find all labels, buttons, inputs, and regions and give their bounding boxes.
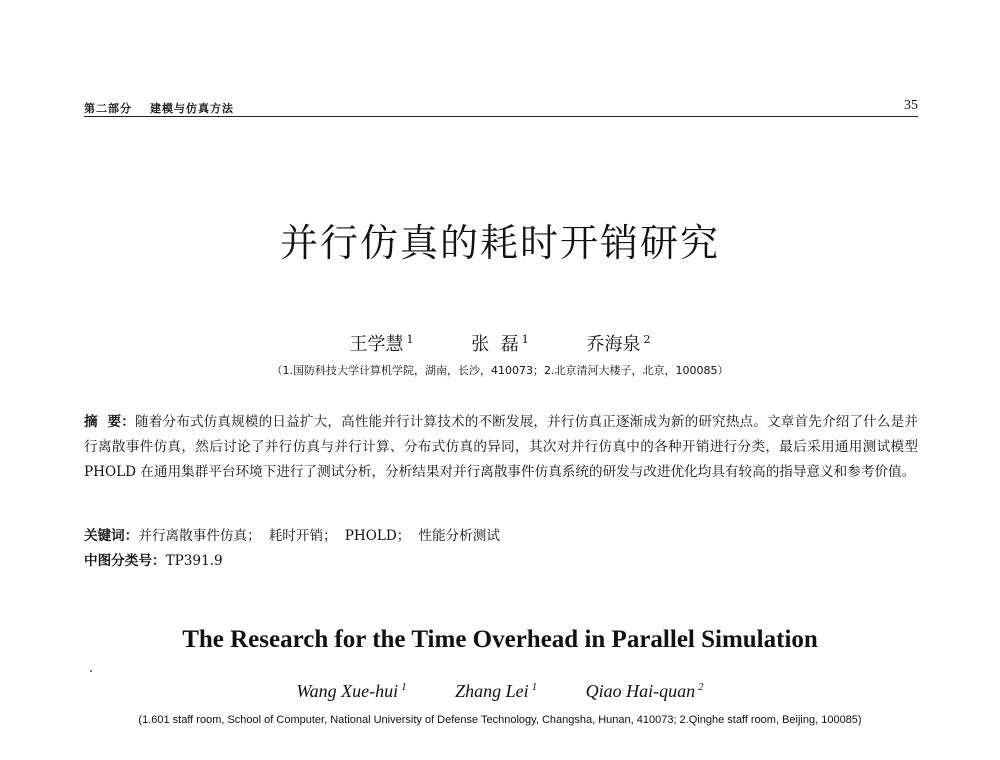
author-name: 王学慧 <box>349 334 404 355</box>
author-name: 乔海泉 <box>586 334 641 355</box>
chinese-author <box>586 334 650 355</box>
classification-value: TP391.9 <box>165 553 223 569</box>
author-name: Qiao Hai-quan <box>585 681 696 701</box>
english-author <box>455 681 537 701</box>
keywords-line: 关键词：并行离散事件仿真； 耗时开销； PHOLD； 性能分析测试 <box>84 528 500 544</box>
classification-line <box>84 549 223 569</box>
chinese-author <box>471 334 528 355</box>
abstract-text: 随着分布式仿真规模的日益扩大，高性能并行计算技术的不断发展，并行仿真正逐渐成为新的研究热点。文章首先介绍了什么是并行离散事件仿真，然后讨论了并行仿真与并行计算、分布式仿真的异同，其次对并行仿真中的各种开销进行分类，最后采用通用测试模型 PHOLD 在通用集群平台环境下进行了测试分析，分析结果对并行离散事件仿真系统的研发与改进优化均具有较高的指导意义和参考价值。 <box>84 414 919 480</box>
running-head <box>84 100 918 117</box>
author-affiliation-mark: 1 <box>406 333 414 346</box>
keyword: 耗时开销 <box>268 528 324 544</box>
chinese-title: 并行仿真的耗时开销研究 <box>279 221 720 265</box>
author-affiliation-mark: 1 <box>521 333 529 346</box>
running-head-part: 第二部分 <box>84 102 132 115</box>
scan-speck <box>90 670 92 672</box>
english-author-list <box>0 681 1000 702</box>
english-author <box>586 681 704 701</box>
chinese-affiliation: （1.国防科技大学计算机学院，湖南，长沙，410073；2.北京清河大楼子，北京，100085） <box>271 364 729 377</box>
chinese-author <box>350 334 414 355</box>
keywords-label: 关键词： <box>84 528 139 544</box>
author-affiliation-mark: 1 <box>531 681 538 693</box>
classification-label: 中图分类号： <box>84 553 166 569</box>
english-author <box>296 681 406 701</box>
running-head-section-title: 建模与仿真方法 <box>150 102 234 115</box>
author-affiliation-mark: 1 <box>401 681 407 693</box>
author-affiliation-mark: 2 <box>698 681 704 693</box>
abstract-label: 摘 要： <box>84 414 135 430</box>
running-head-section <box>84 100 234 116</box>
chinese-author-list <box>0 330 1000 356</box>
author-name: Zhang Lei <box>455 681 529 701</box>
author-affiliation-mark: 2 <box>643 333 651 346</box>
english-affiliation: (1.601 staff room, School of Computer, National University of Defense Technology, Changsha, Hunan, 410073; 2.Qinghe staff room, Beijing, 100085) <box>138 714 862 726</box>
author-name: 张 磊 <box>471 334 519 355</box>
author-name: Wang Xue-hui <box>296 681 399 701</box>
english-title: The Research for the Time Overhead in Parallel Simulation <box>182 626 818 653</box>
abstract-paragraph <box>84 410 918 485</box>
keyword: 性能分析测试 <box>418 528 500 544</box>
page-number: 35 <box>904 98 918 113</box>
keyword: PHOLD <box>344 528 397 544</box>
keyword: 并行离散事件仿真 <box>138 528 248 544</box>
